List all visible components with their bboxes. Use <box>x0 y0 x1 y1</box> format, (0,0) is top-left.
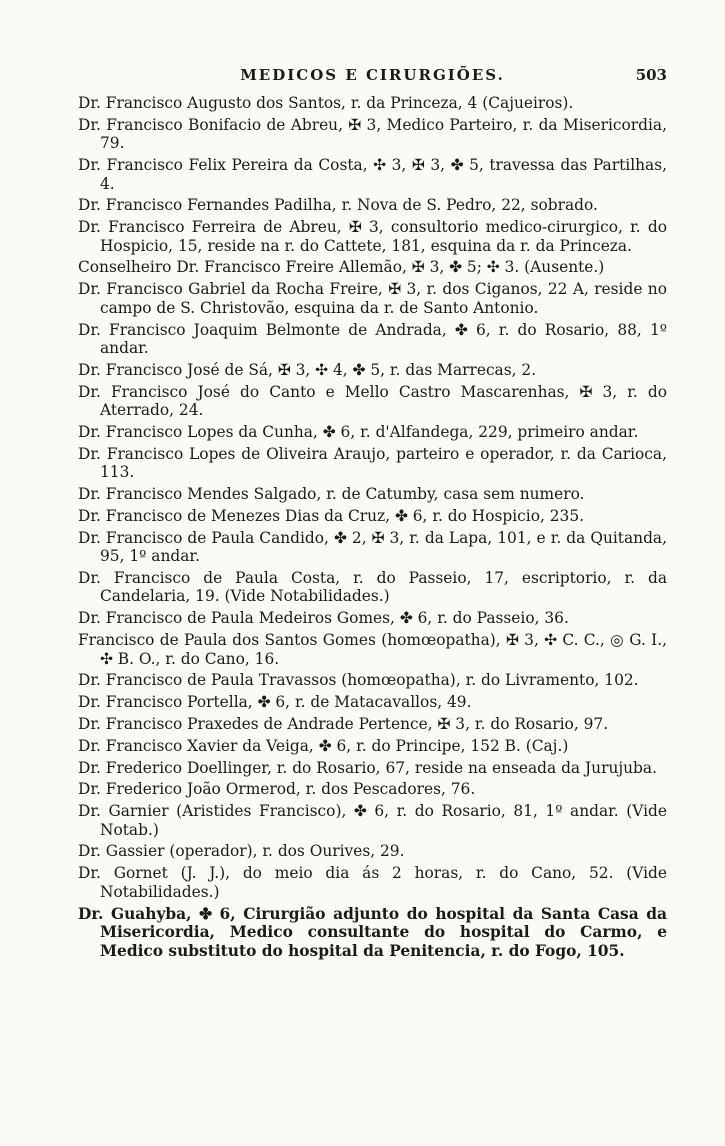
directory-entry: Dr. Francisco Portella, ✤ 6, r. de Matacavallos, 49. <box>78 693 472 712</box>
directory-entry: Dr. Frederico João Ormerod, r. dos Pescadores, 76. <box>78 780 476 799</box>
page-header <box>78 66 667 94</box>
directory-entry: Dr. Francisco Augusto dos Santos, r. da Princeza, 4 (Cajueiros). <box>78 94 574 112</box>
directory-entry: Dr. Francisco Felix Pereira da Costa, ✣ 3, ✠ 3, ✤ 5, travessa das Partilhas, 4. <box>78 156 667 193</box>
directory-entry: Dr. Francisco de Paula Travassos (homœopatha), r. do Livramento, 102. <box>78 671 639 690</box>
directory-entry: Dr. Francisco José do Canto e Mello Castro Mascarenhas, ✠ 3, r. do Aterrado, 24. <box>78 382 667 420</box>
directory-entry: Dr. Guahyba, ✤ 6, Cirurgião adjunto do hospital da Santa Casa da Misericordia, Medico consultante do hospital do Carmo, e Medico substituto do hospital da Penitencia, r. do Fogo, 105. <box>78 904 667 960</box>
directory-entry: Dr. Francisco Praxedes de Andrade Pertence, ✠ 3, r. do Rosario, 97. <box>78 714 609 733</box>
directory-entry: Dr. Gornet (J. J.), do meio dia ás 2 horas, r. do Cano, 52. (Vide Notabilidades.) <box>78 864 667 901</box>
directory-entry: Dr. Francisco de Paula Candido, ✤ 2, ✠ 3, r. da Lapa, 101, e r. da Quitanda, 95, 1º andar. <box>78 528 667 566</box>
directory-entry: Dr. Francisco de Menezes Dias da Cruz, ✤ 6, r. do Hospicio, 235. <box>78 506 585 525</box>
directory-entry: Dr. Francisco Joaquim Belmonte de Andrada, ✤ 6, r. do Rosario, 88, 1º andar. <box>78 320 667 358</box>
directory-entry: Dr. Francisco Mendes Salgado, r. de Catumby, casa sem numero. <box>78 485 585 504</box>
directory-entry: Dr. Garnier (Aristides Francisco), ✤ 6, r. do Rosario, 81, 1º andar. (Vide Notab.) <box>78 802 667 839</box>
directory-entry: Dr. Francisco Ferreira de Abreu, ✠ 3, consultorio medico-cirurgico, r. do Hospicio, 15, reside na r. do Cattete, 181, esquina da r. da Princeza. <box>78 218 667 255</box>
directory-entry: Dr. Francisco Lopes da Cunha, ✤ 6, r. d'Alfandega, 229, primeiro andar. <box>78 422 639 441</box>
directory-entry: Francisco de Paula dos Santos Gomes (homœopatha), ✠ 3, ✣ C. C., ◎ G. I., ✣ B. O., r. do Cano, 16. <box>78 631 667 668</box>
directory-entry: Dr. Francisco de Paula Medeiros Gomes, ✤ 6, r. do Passeio, 36. <box>78 609 569 628</box>
directory-list <box>78 94 667 960</box>
directory-entry: Conselheiro Dr. Francisco Freire Allemão, ✠ 3, ✤ 5; ✣ 3. (Ausente.) <box>78 258 605 277</box>
directory-entry: Dr. Frederico Doellinger, r. do Rosario, 67, reside na enseada da Jurujuba. <box>78 758 657 777</box>
running-title: MEDICOS E CIRURGIÕES. <box>240 66 505 84</box>
directory-entry: Dr. Francisco de Paula Costa, r. do Passeio, 17, escriptorio, r. da Candelaria, 19. (Vide Notabilidades.) <box>78 568 667 606</box>
directory-entry: Dr. Francisco Bonifacio de Abreu, ✠ 3, Medico Parteiro, r. da Misericordia, 79. <box>78 115 667 153</box>
directory-entry: Dr. Francisco Fernandes Padilha, r. Nova de S. Pedro, 22, sobrado. <box>78 196 598 215</box>
directory-entry: Dr. Francisco José de Sá, ✠ 3, ✣ 4, ✤ 5, r. das Marrecas, 2. <box>78 360 537 379</box>
directory-entry: Dr. Francisco Gabriel da Rocha Freire, ✠ 3, r. dos Ciganos, 22 A, reside no campo de S. Christovão, esquina da r. de Santo Antonio. <box>78 280 667 317</box>
directory-entry: Dr. Francisco Lopes de Oliveira Araujo, parteiro e operador, r. da Carioca, 113. <box>78 444 667 482</box>
directory-entry: Dr. Gassier (operador), r. dos Ourives, 29. <box>78 842 405 861</box>
directory-entry: Dr. Francisco Xavier da Veiga, ✤ 6, r. do Principe, 152 B. (Caj.) <box>78 736 569 755</box>
page-number: 503 <box>635 66 667 84</box>
